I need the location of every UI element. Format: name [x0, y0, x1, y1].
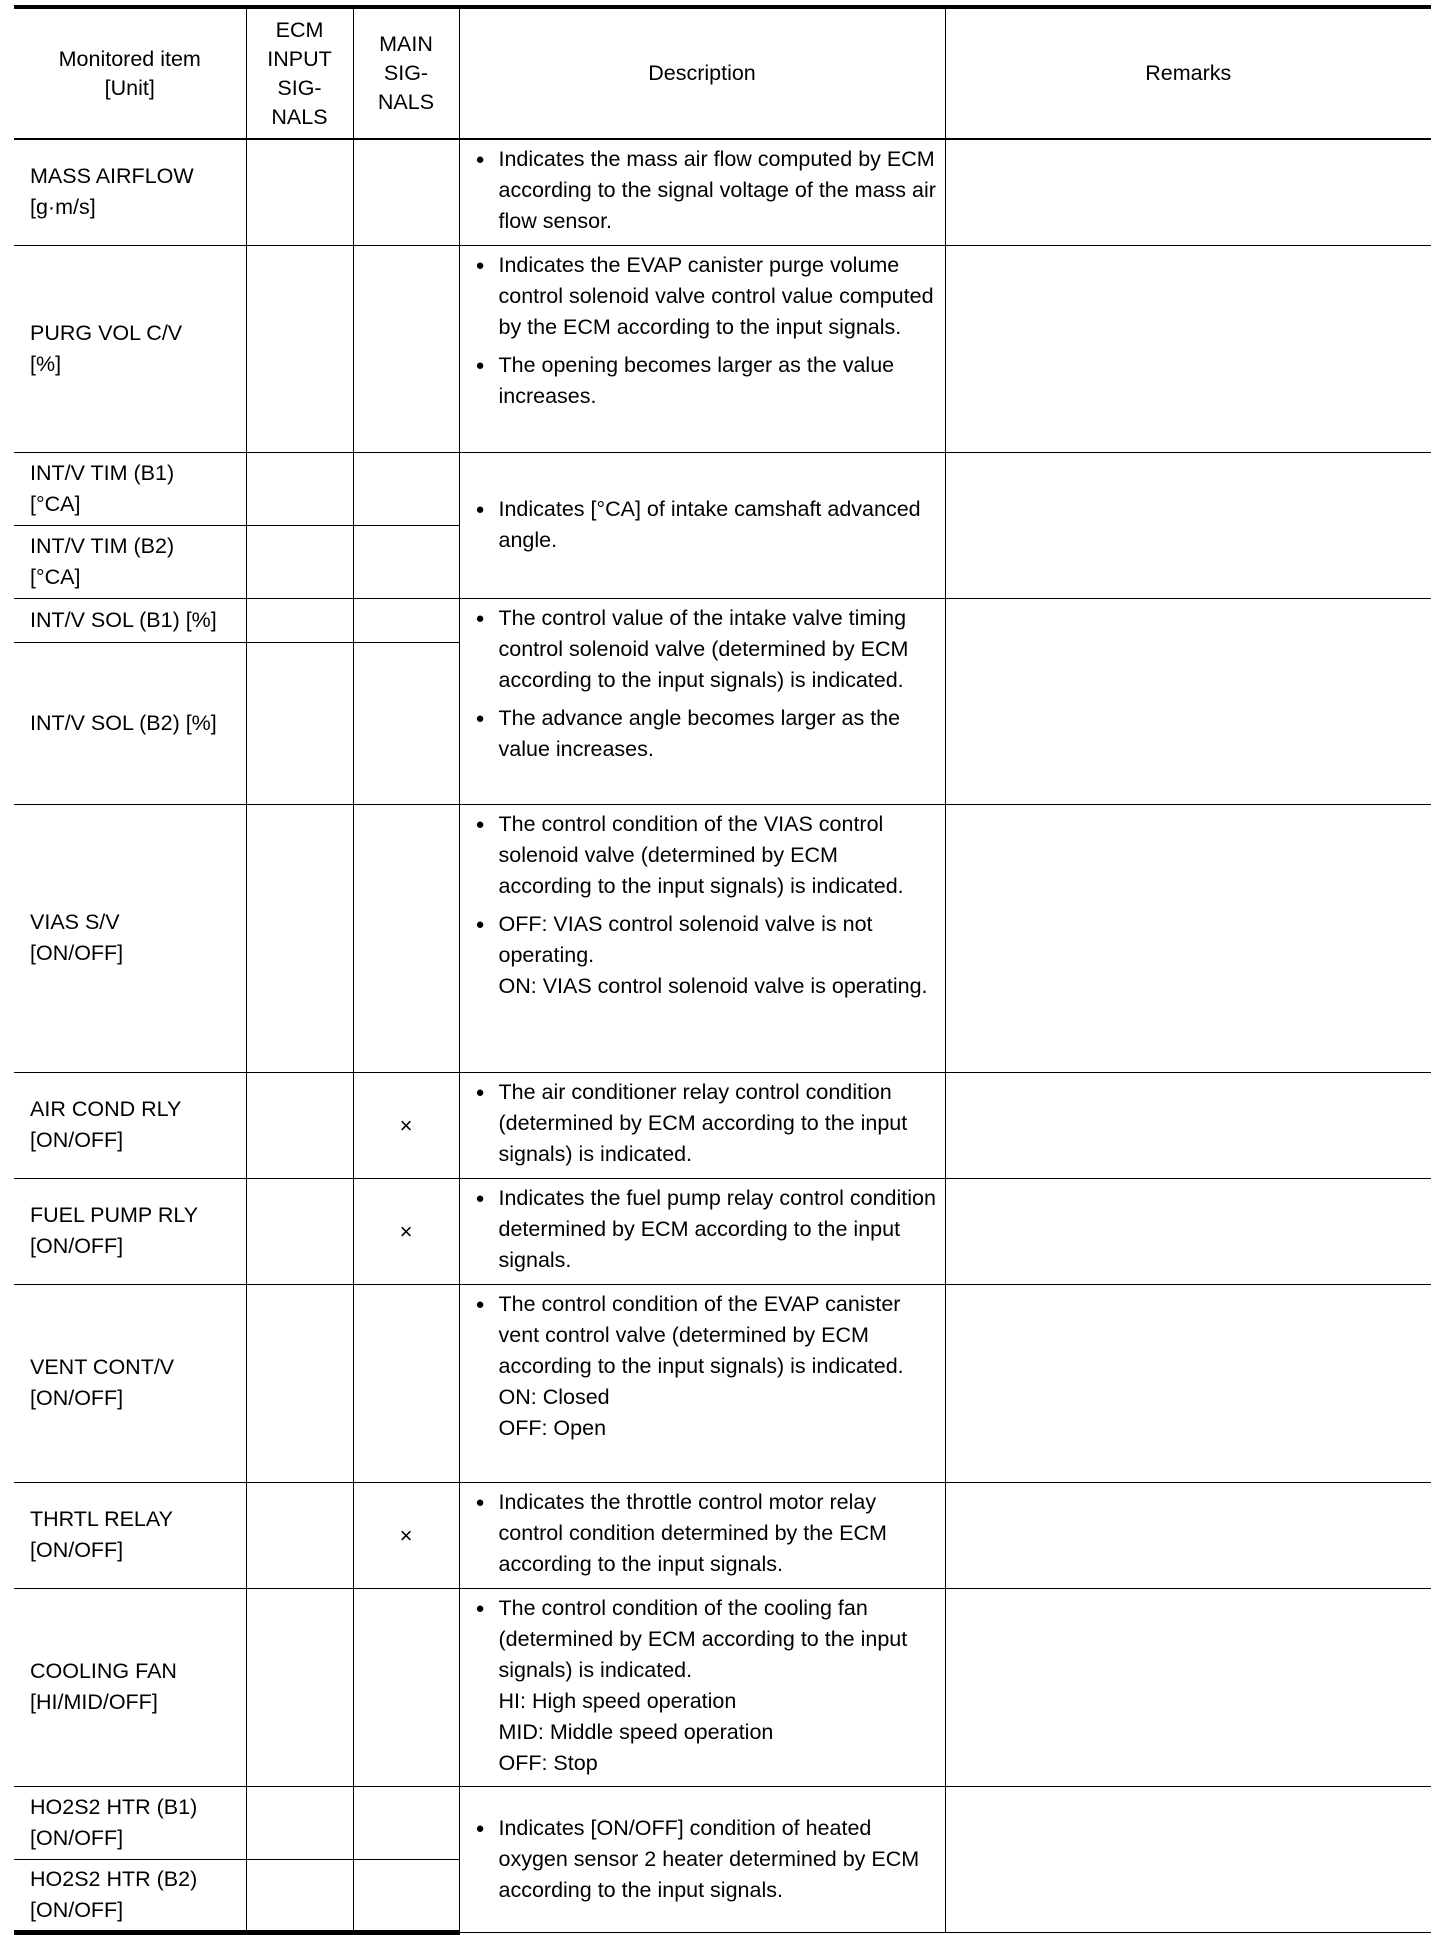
description-list: [474, 1487, 937, 1580]
ecm-input-cell: [246, 1178, 353, 1284]
table-row-vias-sv: [14, 804, 1431, 1072]
description-fuel-pump-rly: [459, 1178, 945, 1284]
main-signal-cell: [353, 642, 459, 804]
table-row-thrtl-relay: [14, 1482, 1431, 1588]
description-list: [474, 1183, 937, 1276]
text-line: [ON/OFF]: [30, 1128, 124, 1152]
description-list: [474, 1077, 937, 1170]
table-row-intv-tim-b1: [14, 452, 1431, 525]
text-line: INT/V SOL (B2) [%]: [30, 710, 217, 735]
text-line: VENT CONT/V: [30, 1355, 175, 1379]
ecm-input-cell: [246, 1072, 353, 1178]
main-signal-cell: [353, 1786, 459, 1859]
description-bullet: [474, 494, 937, 556]
table-row-mass-airflow: [14, 139, 1431, 245]
main-signal-cell: [353, 245, 459, 452]
table-row-ho2s2-b1: [14, 1786, 1431, 1859]
description-text: OFF: Stop: [498, 1750, 598, 1775]
ecm-input-cell: [246, 804, 353, 1072]
text-line: [Unit]: [104, 75, 155, 100]
text-line: [°CA]: [30, 491, 81, 516]
description-purg-vol: [459, 245, 945, 452]
description-list: [474, 1813, 937, 1906]
item-ho2s2-b2: [14, 1859, 246, 1932]
ecm-input-cell: [246, 525, 353, 598]
main-signal-mark: ×: [353, 1072, 459, 1178]
description-bullet: [474, 1077, 937, 1170]
item-intv-tim-b1: [14, 452, 246, 525]
description-bullet: [474, 1813, 937, 1906]
text-line: [ON/OFF]: [30, 1386, 124, 1410]
description-text: ON: Closed: [498, 1384, 610, 1409]
header-ecm-input-signals: [246, 7, 353, 139]
text-line: [g·m/s]: [30, 195, 96, 220]
table-row-fuel-pump-rly: [14, 1178, 1431, 1284]
description-text: ● Indicates the fuel pump relay control condition determined by ECM according to the input signals.: [498, 1185, 936, 1272]
remarks-cell: [945, 1786, 1431, 1932]
remarks-cell: [945, 1178, 1431, 1284]
description-text: ● The control condition of the EVAP canister vent control valve (determined by ECM according to the input signals) is indicated.: [498, 1291, 904, 1378]
ecm-input-cell: [246, 1786, 353, 1859]
description-mass-airflow: [459, 139, 945, 245]
description-text: ● The control value of the intake valve timing control solenoid valve (determined by ECM according to the input signals) is indicated.: [498, 605, 909, 692]
text-line: THRTL RELAY: [30, 1507, 173, 1531]
description-list: [474, 494, 937, 556]
description-bullet: [474, 909, 937, 1002]
table-row-vent-contv: [14, 1284, 1431, 1482]
description-list: [474, 250, 937, 412]
main-signal-mark: ×: [353, 1482, 459, 1588]
remarks-cell: [945, 452, 1431, 598]
description-text: ON: VIAS control solenoid valve is operating.: [498, 973, 928, 998]
ecm-input-cell: [246, 245, 353, 452]
description-list: [474, 603, 937, 765]
description-bullet: [474, 809, 937, 902]
description-text: ● The air conditioner relay control condition (determined by ECM according to the input signals) is indicated.: [498, 1079, 908, 1166]
header-main-signals: [353, 7, 459, 139]
description-cooling-fan: [459, 1588, 945, 1786]
header-remarks: Remarks: [945, 7, 1431, 139]
text-line: [°CA]: [30, 564, 81, 589]
text-line: VIAS S/V: [30, 910, 120, 934]
text-line: HO2S2 HTR (B1): [30, 1794, 198, 1819]
monitored-items-table: [14, 5, 1431, 1935]
description-bullet: [474, 250, 937, 343]
text-line: [ON/OFF]: [30, 1897, 124, 1922]
description-text: MID: Middle speed operation: [498, 1719, 774, 1744]
remarks-cell: [945, 1588, 1431, 1786]
text-line: SIG-: [277, 75, 322, 100]
item-fuel-pump-rly: [14, 1178, 246, 1284]
main-signal-cell: [353, 139, 459, 245]
description-thrtl-relay: [459, 1482, 945, 1588]
item-intv-tim-b2: [14, 525, 246, 598]
item-cooling-fan: [14, 1588, 246, 1786]
header-monitored-item: [14, 7, 246, 139]
ecm-input-cell: [246, 598, 353, 642]
main-signal-cell: [353, 804, 459, 1072]
text-line: ECM: [275, 17, 324, 42]
item-purg-vol: [14, 245, 246, 452]
main-signal-cell: [353, 1859, 459, 1932]
text-line: FUEL PUMP RLY: [30, 1203, 199, 1227]
description-text: ● Indicates the throttle control motor relay control condition determined by the ECM according to the input signals.: [498, 1489, 887, 1576]
description-bullet: [474, 1487, 937, 1580]
description-text: ● The control condition of the cooling fan (determined by ECM according to the input signals) is indicated.: [498, 1595, 908, 1682]
item-thrtl-relay: [14, 1482, 246, 1588]
main-signal-cell: [353, 452, 459, 525]
main-signal-cell: [353, 1588, 459, 1786]
remarks-cell: [945, 139, 1431, 245]
text-line: NALS: [271, 104, 328, 129]
ecm-input-cell: [246, 1588, 353, 1786]
description-vent-contv: [459, 1284, 945, 1482]
description-intv-tim: [459, 452, 945, 598]
remarks-cell: [945, 804, 1431, 1072]
table-row-air-cond-rly: [14, 1072, 1431, 1178]
main-signal-cell: [353, 1284, 459, 1482]
description-list: [474, 1593, 937, 1779]
text-line: [ON/OFF]: [30, 1538, 124, 1562]
item-mass-airflow: [14, 139, 246, 245]
remarks-cell: [945, 1072, 1431, 1178]
description-text: HI: High speed operation: [498, 1688, 737, 1713]
text-line: [%]: [30, 351, 62, 376]
text-line: COOLING FAN: [30, 1659, 177, 1683]
description-bullet: [474, 703, 937, 765]
text-line: [ON/OFF]: [30, 941, 124, 965]
text-line: INT/V TIM (B2): [30, 533, 175, 558]
item-air-cond-rly: [14, 1072, 246, 1178]
ecm-input-cell: [246, 642, 353, 804]
description-bullet: [474, 350, 937, 412]
description-text: ● The opening becomes larger as the value increases.: [498, 352, 895, 408]
ecm-input-cell: [246, 452, 353, 525]
description-bullet: [474, 1593, 937, 1779]
text-line: PURG VOL C/V: [30, 320, 183, 345]
table-row-cooling-fan: [14, 1588, 1431, 1786]
text-line: [ON/OFF]: [30, 1825, 124, 1850]
item-vias-sv: [14, 804, 246, 1072]
text-line: NALS: [377, 90, 435, 114]
ecm-input-cell: [246, 1284, 353, 1482]
remarks-cell: [945, 245, 1431, 452]
description-list: [474, 809, 937, 1002]
text-line: HO2S2 HTR (B2): [30, 1866, 198, 1891]
main-signal-cell: [353, 598, 459, 642]
description-text: ● Indicates the mass air flow computed by ECM according to the signal voltage of the mass air flow sensor.: [498, 147, 936, 233]
header-description: Description: [459, 7, 945, 139]
text-line: [ON/OFF]: [30, 1234, 124, 1258]
main-signal-cell: [353, 525, 459, 598]
remarks-cell: [945, 1284, 1431, 1482]
text-line: AIR COND RLY: [30, 1097, 182, 1121]
table-row-purg-vol: [14, 245, 1431, 452]
main-signal-mark: ×: [353, 1178, 459, 1284]
description-bullet: [474, 144, 937, 237]
text-line: SIG-: [383, 61, 429, 85]
text-line: INT/V TIM (B1): [30, 460, 175, 485]
text-line: MASS AIRFLOW: [30, 164, 194, 189]
description-text: ● The advance angle becomes larger as the value increases.: [498, 705, 901, 761]
remarks-cell: [945, 1482, 1431, 1588]
ecm-input-cell: [246, 1482, 353, 1588]
header-row: [14, 7, 1431, 139]
description-text: ● OFF: VIAS control solenoid valve is not operating.: [498, 911, 873, 967]
description-vias-sv: [459, 804, 945, 1072]
description-text: ● Indicates [°CA] of intake camshaft advanced angle.: [498, 497, 921, 552]
text-line: [HI/MID/OFF]: [30, 1690, 158, 1714]
remarks-cell: [945, 598, 1431, 804]
description-air-cond-rly: [459, 1072, 945, 1178]
item-intv-sol-b2: [14, 642, 246, 804]
description-ho2s2: [459, 1786, 945, 1932]
item-ho2s2-b1: [14, 1786, 246, 1859]
description-text: ● Indicates the EVAP canister purge volume control solenoid valve control value computed by the ECM according to the input signals.: [498, 252, 934, 339]
item-intv-sol-b1: [14, 598, 246, 642]
description-intv-sol: [459, 598, 945, 804]
item-vent-contv: [14, 1284, 246, 1482]
table-row-intv-sol-b1: [14, 598, 1431, 642]
description-list: [474, 144, 937, 237]
description-text: ● The control condition of the VIAS control solenoid valve (determined by ECM according to the input signals) is indicated.: [498, 811, 904, 898]
description-text: ● Indicates [ON/OFF] condition of heated oxygen sensor 2 heater determined by ECM according to the input signals.: [498, 1815, 920, 1902]
text-line: Monitored item: [58, 46, 201, 71]
text-line: INPUT: [267, 46, 332, 71]
text-line: INT/V SOL (B1) [%]: [30, 607, 217, 632]
ecm-input-cell: [246, 139, 353, 245]
description-bullet: [474, 1183, 937, 1276]
description-bullet: [474, 1289, 937, 1444]
description-list: [474, 1289, 937, 1444]
description-bullet: [474, 603, 937, 696]
description-text: OFF: Open: [498, 1415, 607, 1440]
text-line: MAIN: [379, 32, 433, 56]
ecm-input-cell: [246, 1859, 353, 1932]
